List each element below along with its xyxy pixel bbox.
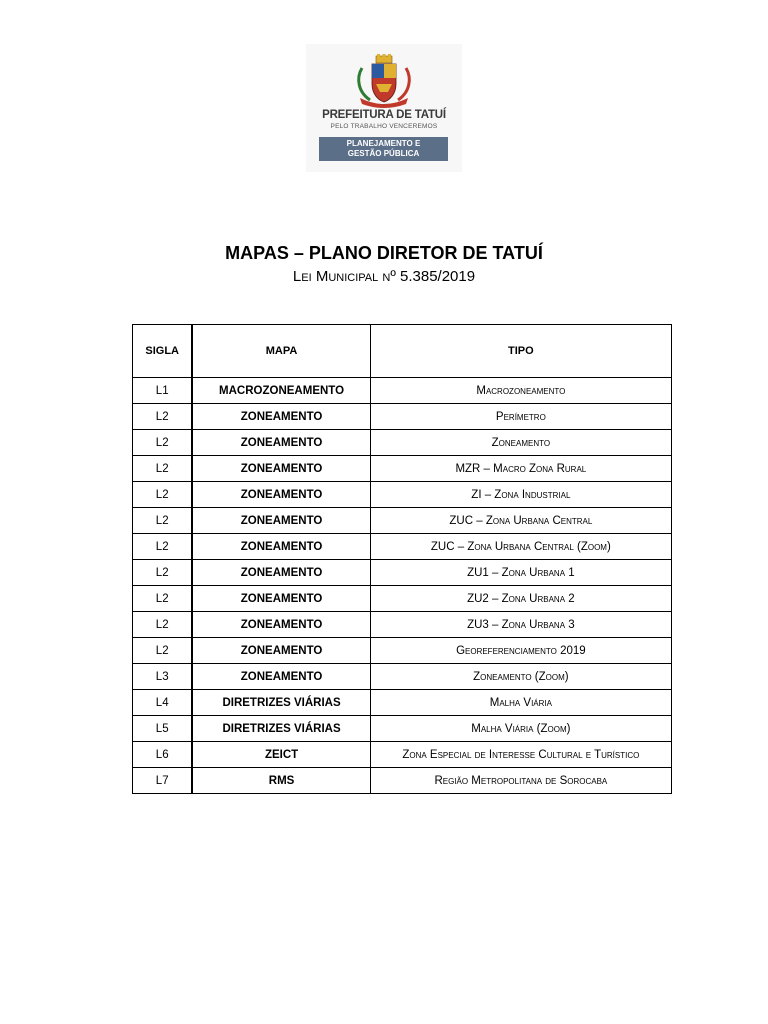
table-row	[133, 430, 672, 456]
cell-sigla: L3	[133, 664, 193, 690]
cell-mapa: RMS	[192, 768, 370, 794]
cell-sigla: L2	[133, 612, 193, 638]
cell-tipo: MZR – Macro Zona Rural	[370, 456, 671, 482]
cell-tipo: Zona Especial de Interesse Cultural e Turístico	[370, 742, 671, 768]
prefeitura-logo	[306, 44, 462, 172]
cell-sigla: L4	[133, 690, 193, 716]
cell-tipo: ZUC – Zona Urbana Central (Zoom)	[370, 534, 671, 560]
cell-mapa: ZONEAMENTO	[192, 430, 370, 456]
department-line-1: PLANEJAMENTO E	[346, 139, 421, 148]
table-row	[133, 560, 672, 586]
cell-mapa: ZONEAMENTO	[192, 482, 370, 508]
cell-mapa: ZONEAMENTO	[192, 560, 370, 586]
header-sigla: SIGLA	[133, 325, 193, 378]
cell-mapa: DIRETRIZES VIÁRIAS	[192, 690, 370, 716]
cell-tipo: Malha Viária (Zoom)	[370, 716, 671, 742]
cell-sigla: L2	[133, 560, 193, 586]
cell-tipo: ZU1 – Zona Urbana 1	[370, 560, 671, 586]
cell-sigla: L2	[133, 482, 193, 508]
cell-tipo: Georeferenciamento 2019	[370, 638, 671, 664]
cell-tipo: ZU3 – Zona Urbana 3	[370, 612, 671, 638]
department-line-2: GESTÃO PÚBLICA	[347, 149, 420, 158]
cell-mapa: ZONEAMENTO	[192, 508, 370, 534]
cell-sigla: L2	[133, 534, 193, 560]
org-name: PREFEITURA DE TATUÍ	[322, 109, 446, 121]
cell-sigla: L7	[133, 768, 193, 794]
cell-tipo: ZU2 – Zona Urbana 2	[370, 586, 671, 612]
cell-mapa: ZONEAMENTO	[192, 404, 370, 430]
table-row	[133, 508, 672, 534]
department-badge	[319, 137, 448, 161]
cell-mapa: MACROZONEAMENTO	[192, 378, 370, 404]
cell-tipo: Região Metropolitana de Sorocaba	[370, 768, 671, 794]
cell-sigla: L2	[133, 638, 193, 664]
table-row	[133, 456, 672, 482]
cell-sigla: L5	[133, 716, 193, 742]
cell-tipo: Malha Viária	[370, 690, 671, 716]
table-row	[133, 690, 672, 716]
cell-sigla: L2	[133, 586, 193, 612]
table-row	[133, 716, 672, 742]
cell-tipo: ZUC – Zona Urbana Central	[370, 508, 671, 534]
cell-mapa: ZONEAMENTO	[192, 612, 370, 638]
document-subtitle: Lei Municipal nº 5.385/2019	[292, 268, 476, 285]
org-motto: PELO TRABALHO VENCEREMOS	[330, 123, 438, 130]
cell-mapa: ZONEAMENTO	[192, 586, 370, 612]
cell-tipo: Zoneamento	[370, 430, 671, 456]
table-row	[133, 534, 672, 560]
cell-sigla: L2	[133, 456, 193, 482]
cell-sigla: L2	[133, 404, 193, 430]
cell-sigla: L2	[133, 508, 193, 534]
table-row	[133, 404, 672, 430]
table-header-row	[133, 325, 672, 378]
header-mapa: MAPA	[192, 325, 370, 378]
cell-mapa: ZONEAMENTO	[192, 456, 370, 482]
table-row	[133, 378, 672, 404]
table-row	[133, 586, 672, 612]
table-row	[133, 612, 672, 638]
cell-tipo: ZI – Zona Industrial	[370, 482, 671, 508]
table-row	[133, 482, 672, 508]
table-body	[133, 378, 672, 794]
cell-tipo: Perímetro	[370, 404, 671, 430]
table-row	[133, 664, 672, 690]
cell-mapa: ZONEAMENTO	[192, 664, 370, 690]
document-title: MAPAS – PLANO DIRETOR DE TATUÍ	[225, 243, 543, 263]
cell-sigla: L1	[133, 378, 193, 404]
cell-mapa: ZEICT	[192, 742, 370, 768]
cell-sigla: L6	[133, 742, 193, 768]
table-row	[133, 638, 672, 664]
header-tipo: TIPO	[370, 325, 671, 378]
cell-tipo: Zoneamento (Zoom)	[370, 664, 671, 690]
maps-table	[132, 324, 672, 794]
table-row	[133, 742, 672, 768]
cell-mapa: ZONEAMENTO	[192, 534, 370, 560]
cell-tipo: Macrozoneamento	[370, 378, 671, 404]
table-row	[133, 768, 672, 794]
cell-sigla: L2	[133, 430, 193, 456]
coat-of-arms-icon	[352, 54, 416, 108]
cell-mapa: ZONEAMENTO	[192, 638, 370, 664]
cell-mapa: DIRETRIZES VIÁRIAS	[192, 716, 370, 742]
